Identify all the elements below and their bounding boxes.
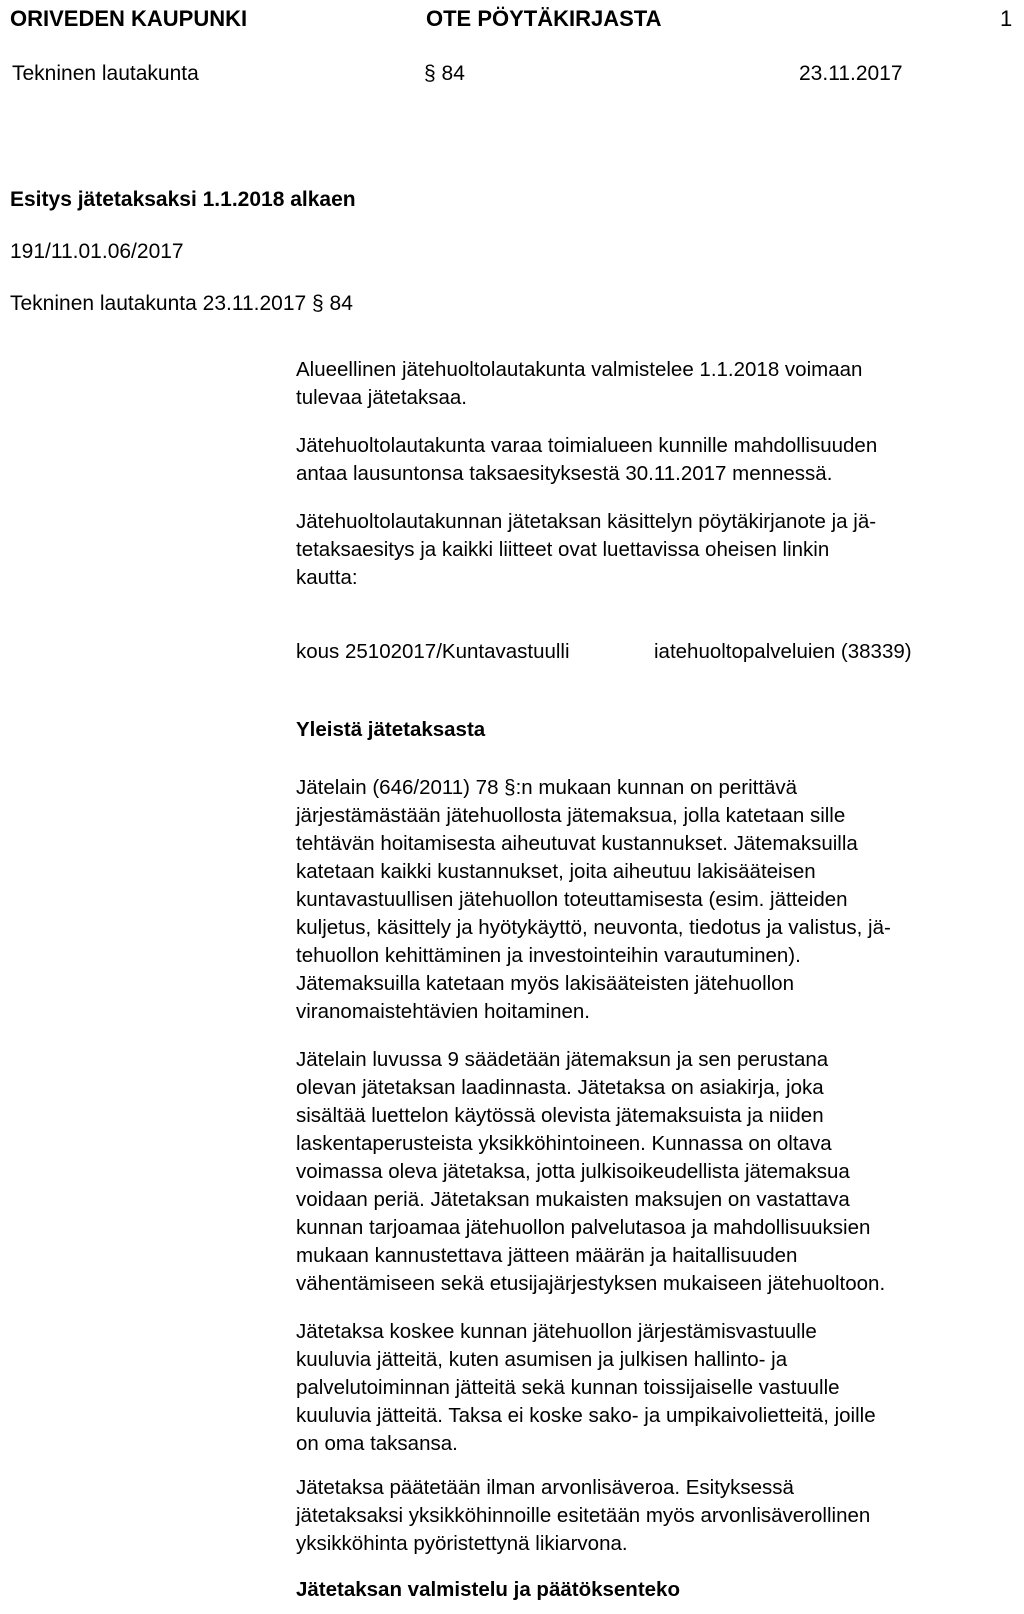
intro-paragraph-3: Jätehuoltolautakunnan jätetaksan käsittelyn pöytäkirjanote ja jä- tetaksaesitys ja kaikki liitteet ovat luettavissa oheisen linkin kautta: bbox=[296, 510, 877, 589]
link-text-right[interactable]: iatehuoltopalveluien (38339) bbox=[654, 640, 912, 663]
board-name: Tekninen lautakunta bbox=[12, 62, 199, 85]
document-type: OTE PÖYTÄKIRJASTA bbox=[426, 6, 662, 31]
meeting-reference: Tekninen lautakunta 23.11.2017 § 84 bbox=[10, 292, 353, 315]
section-heading-preparation: Jätetaksan valmistelu ja päätöksenteko bbox=[296, 1578, 680, 1601]
record-number: 191/11.01.06/2017 bbox=[10, 240, 184, 263]
general-paragraph-4: Jätetaksa päätetään ilman arvonlisäveroa. Esityksessä jätetaksaksi yksikköhinnoille esitetään myös arvonlisäverollinen yksikköhinta pyöristettynä likiarvona. bbox=[296, 1476, 871, 1555]
intro-paragraph-2: Jätehuoltolautakunta varaa toimialueen kunnille mahdollisuuden antaa lausuntonsa taksaesityksestä 30.11.2017 mennessä. bbox=[296, 434, 878, 485]
section-number: § 84 bbox=[424, 62, 465, 85]
section-heading-general: Yleistä jätetaksasta bbox=[296, 718, 486, 741]
link-text-left[interactable]: kous 25102017/Kuntavastuulli bbox=[296, 640, 570, 663]
org-name: ORIVEDEN KAUPUNKI bbox=[10, 6, 248, 31]
meeting-date: 23.11.2017 bbox=[799, 62, 903, 85]
general-paragraph-3: Jätetaksa koskee kunnan jätehuollon järjestämisvastuulle kuuluvia jätteitä, kuten asumisen ja julkisen hallinto- ja palvelutoiminnan jätteitä sekä kunnan toissijaiselle vastuulle kuuluvia jätteitä. Taksa ei koske sako- ja umpikaivolietteitä, joille on oma taksansa. bbox=[296, 1320, 876, 1455]
item-title: Esitys jätetaksaksi 1.1.2018 alkaen bbox=[10, 188, 356, 211]
intro-paragraph-1: Alueellinen jätehuoltolautakunta valmistelee 1.1.2018 voimaan tulevaa jätetaksaa. bbox=[296, 358, 863, 409]
page-number: 1 bbox=[1000, 6, 1013, 31]
general-paragraph-1: Jätelain (646/2011) 78 §:n mukaan kunnan on perittävä järjestämästään jätehuollosta jätemaksua, jolla katetaan sille tehtävän hoitamisesta aiheutuvat kustannukset. Jätemaksuilla katetaan kaikki kustannukset, joita aiheutuu lakisääteisen kuntavastuullisen jätehuollon toteuttamisesta (esim. jätteiden kuljetus, käsittely ja hyötykäyttö, neuvonta, tiedotus ja valistus, jä- tehuollon kehittäminen ja investointeihin varautuminen). Jätemaksuilla katetaan myös lakisääteisten jätehuollon viranomaistehtävien hoitaminen. bbox=[296, 776, 891, 1023]
general-paragraph-2: Jätelain luvussa 9 säädetään jätemaksun ja sen perustana olevan jätetaksan laadinnasta. Jätetaksa on asiakirja, joka sisältää luettelon käytössä olevista jätemaksuista ja niiden laskentaperusteista yksikköhintoineen. Kunnassa on oltava voimassa oleva jätetaksa, jotta julkisoikeudellista jätemaksua voidaan periä. Jätetaksan mukaisten maksujen on vastattava kunnan tarjoamaa jätehuollon palvelutasoa ja mahdollisuuksien mukaan kannustettava jätteen määrän ja haitallisuuden vähentämiseen sekä etusijajärjestyksen mukaiseen jätehuoltoon. bbox=[296, 1048, 886, 1295]
